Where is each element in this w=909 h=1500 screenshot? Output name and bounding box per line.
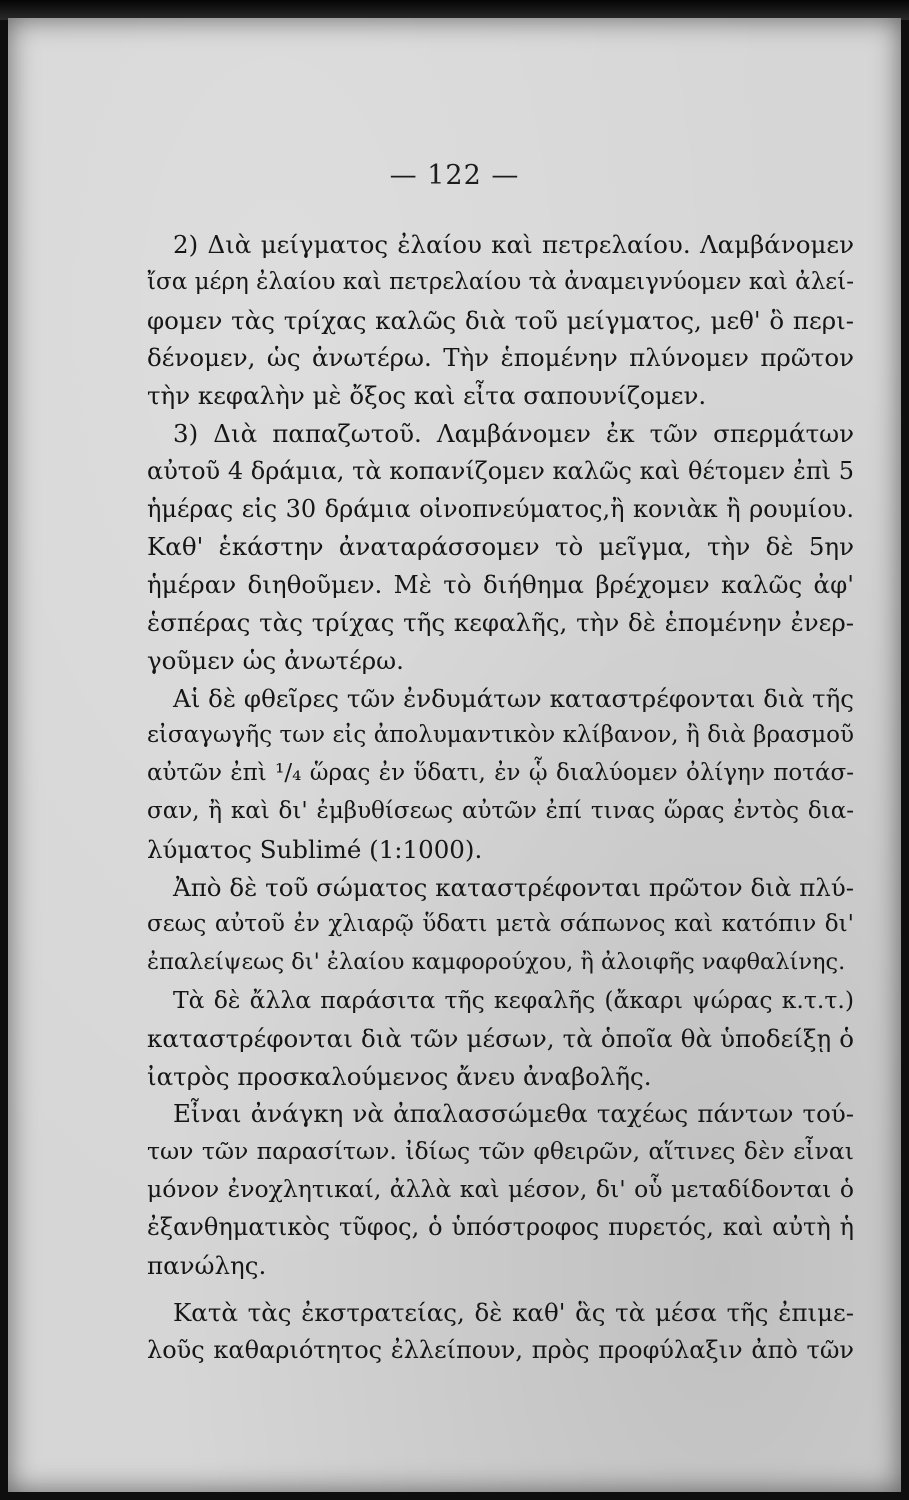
text-line: Ἀπὸ δὲ τοῦ σώματος καταστρέφονται πρῶτον διὰ πλύ- [173,872,854,902]
page-number: — 122 — [389,160,520,191]
text-line: λοῦς καθαριότητος ἐλλείπουν, πρὸς προφύλαξιν ἀπὸ τῶν [147,1336,854,1365]
text-line: ἰατρὸς προσκαλούμενος ἄνευ ἀναβολῆς. [147,1061,652,1091]
text-line: αὐτοῦ 4 δράμια, τὰ κοπανίζομεν καλῶς καὶ θέτομεν ἐπὶ 5 [147,456,854,485]
text-line: Εἶναι ἀνάγκη νὰ ἀπαλασσώμεθα ταχέως πάντων τού- [173,1099,854,1129]
text-line: 2) Διὰ μείγματος ἐλαίου καὶ πετρελαίου. Λαμβάνομεν [173,230,854,259]
text-line: λύματος Sublimé (1:1000). [147,834,483,864]
text-line: 3) Διὰ παπαζωτοῦ. Λαμβάνομεν ἐκ τῶν σπερμάτων [173,418,854,448]
text-line: ἡμέραν διηθοῦμεν. Μὲ τὸ διήθημα βρέχομεν καλῶς ἀφ' [147,570,854,600]
text-line: Καθ' ἑκάστην ἀναταράσσομεν τὸ μεῖγμα, τὴν δὲ 5ην [147,532,854,562]
text-line: ἑσπέρας τὰς τρίχας τῆς κεφαλῆς, τὴν δὲ ἑπομένην ἐνερ- [147,607,854,637]
text-line: ἡμέρας εἰς 30 δράμια οἰνοπνεύματος,ἢ κονιὰκ ἢ ρουμίου. [147,494,854,523]
scan-border [0,0,909,20]
text-line: των τῶν παρασίτων. ἰδίως τῶν φθειρῶν, αἵτινες δὲν εἶναι [147,1137,854,1166]
body-text [147,226,854,1370]
text-line: ἴσα μέρη ἐλαίου καὶ πετρελαίου τὰ ἀναμειγνύομεν καὶ ἀλεί- [147,268,854,295]
text-line: τὴν κεφαλὴν μὲ ὄξος καὶ εἶτα σαπουνίζομεν. [147,381,707,411]
text-line: σαν, ἢ καὶ δι' ἐμβυθίσεως αὐτῶν ἐπί τινας ὥρας ἐντὸς δια- [147,797,854,824]
text-line: σεως αὐτοῦ ἐν χλιαρῷ ὕδατι μετὰ σάπωνος καὶ κατόπιν δι' [147,911,854,938]
text-line: Τὰ δὲ ἄλλα παράσιτα τῆς κεφαλῆς (ἄκαρι ψώρας κ.τ.τ.) [173,985,854,1014]
text-line: ἐπαλείψεως δι' ἐλαίου καμφορούχου, ἢ ἀλοιφῆς ναφθαλίνης. [147,949,846,976]
text-line: γοῦμεν ὡς ἀνωτέρω. [147,645,404,675]
text-line: Αἱ δὲ φθεῖρες τῶν ἐνδυμάτων καταστρέφονται διὰ τῆς [173,683,854,713]
text-line: μόνον ἐνοχλητικαί, ἀλλὰ καὶ μέσον, δι' οὗ μεταδίδονται ὁ [147,1174,854,1203]
text-line: καταστρέφονται διὰ τῶν μέσων, τὰ ὁποῖα θὰ ὑποδείξῃ ὁ [147,1023,854,1053]
text-line: ἐξανθηματικὸς τῦφος, ὁ ὑπόστροφος πυρετός, καὶ αὐτὴ ἡ [147,1212,854,1241]
text-line: φομεν τὰς τρίχας καλῶς διὰ τοῦ μείγματος, μεθ' ὃ περι- [147,305,854,335]
text-line: εἰσαγωγῆς των εἰς ἀπολυμαντικὸν κλίβανον, ἢ διὰ βρασμοῦ [147,722,854,749]
text-line: Κατὰ τὰς ἐκστρατείας, δὲ καθ' ἃς τὰ μέσα τῆς ἐπιμε- [173,1298,854,1328]
text-line: δένομεν, ὡς ἀνωτέρω. Τὴν ἑπομένην πλύνομεν πρῶτον [147,343,854,373]
text-line: αὐτῶν ἐπὶ ¹/₄ ὥρας ἐν ὕδατι, ἐν ᾧ διαλύομεν ὀλίγην ποτάσ- [147,760,854,787]
text-line: πανώλης. [147,1250,267,1280]
